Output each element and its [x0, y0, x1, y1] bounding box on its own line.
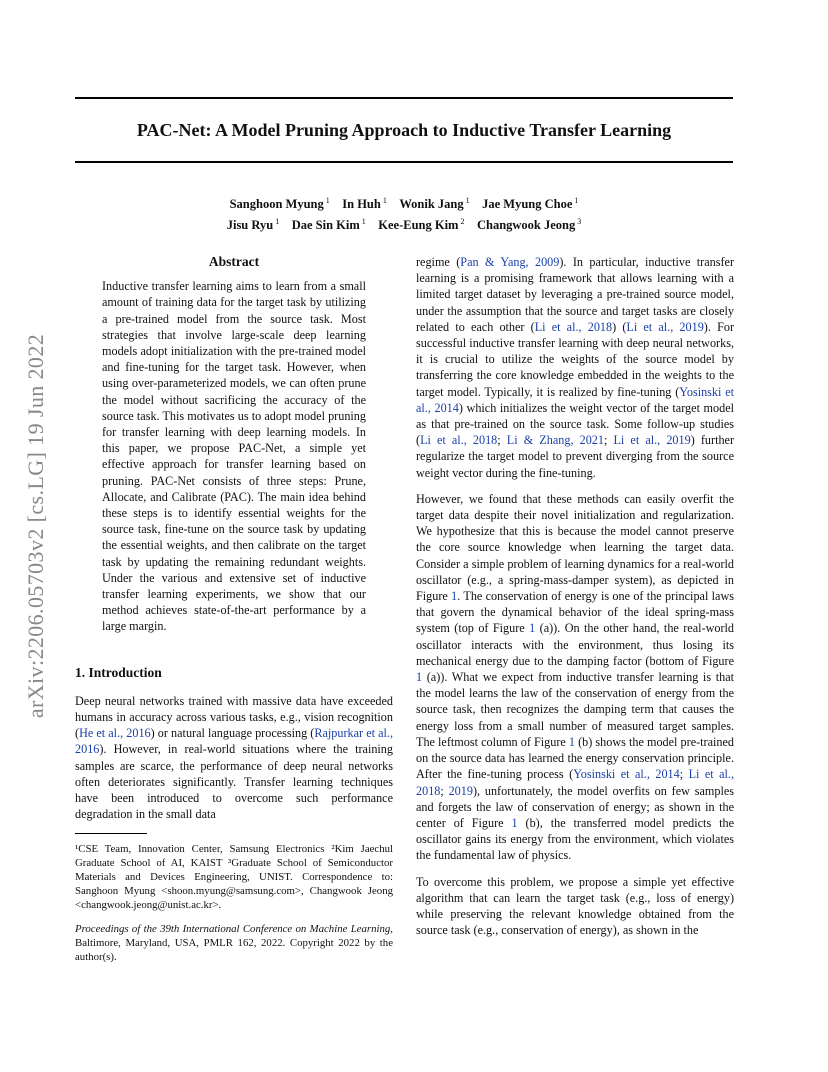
title-top-rule: [75, 97, 733, 99]
proceedings-footnote: [75, 922, 393, 964]
footnote-area: [75, 833, 393, 964]
author-affiliation-mark: 1: [323, 196, 330, 205]
author-name: Changwook Jeong: [476, 218, 576, 233]
citation-link[interactable]: 1: [529, 621, 536, 636]
introduction-paragraph: Deep neural networks trained with massive data have exceeded humans in accuracy across various tasks, e.g., vision recognition (He et al., 2016) or natural language processing (Rajpurkar et al., 2016). However, in real-world situations where the training samples are scarce, the performance of deep neural networks often deteriorates significantly. Transfer learning techniques have been introduced to overcome such performance degradation in the small data: [75, 693, 393, 822]
citation-link[interactable]: Yosinski et al., 2014: [416, 384, 735, 415]
author-name: Jae Myung Choe: [482, 197, 573, 212]
citation-link[interactable]: Rajpurkar et al., 2016: [75, 726, 393, 757]
introduction-section: [75, 665, 393, 823]
author-name: Wonik Jang: [399, 197, 464, 212]
author-line-1: [75, 192, 733, 213]
author-block: [75, 192, 733, 234]
footnotes: [75, 842, 393, 964]
citation-link[interactable]: 1: [451, 589, 458, 604]
arxiv-identifier: arXiv:2206.05703v2 [cs.LG] 19 Jun 2022: [23, 333, 48, 719]
citation-link[interactable]: Li et al., 2018: [416, 767, 734, 798]
abstract-heading: Abstract: [208, 254, 260, 269]
author-affiliation-mark: 1: [463, 196, 470, 205]
author-name: In Huh: [342, 197, 381, 212]
proceedings-venue: Proceedings of the 39th International Conference on Machine Learning: [75, 922, 391, 935]
author-affiliation-mark: 1: [572, 196, 579, 205]
citation-link[interactable]: Li et al., 2019: [626, 319, 704, 334]
footnote-rule: [75, 833, 147, 834]
author-affiliation-mark: 1: [380, 196, 387, 205]
citation-link[interactable]: Li et al., 2018: [534, 319, 613, 334]
author-name: Jisu Ryu: [226, 218, 274, 233]
citation-link[interactable]: 1: [568, 734, 576, 749]
body-paragraph-3: To overcome this problem, we propose a simple yet effective algorithm that can learn the target task (e.g., loss of energy) while preserving the relevant knowledge obtained from the source task (e.g., conservation of energy), as shown in the: [416, 874, 734, 938]
citation-link[interactable]: Pan & Yang, 2009: [460, 255, 560, 269]
abstract-text: Inductive transfer learning aims to learn from a small amount of training data for the target task by utilizing a pre-trained model from the source task. Most strategies that involve large-scale deep learning models adopt initialization with the pre-trained model and fine-tuning for the target task. However, when using over-parameterized models, we can often prune the model without sacrificing the accuracy of the source task. This motivates us to adopt model pruning for transfer learning with deep learning models. In this paper, we propose PAC-Net, a simple yet effective approach for transfer learning based on pruning. PAC-Net consists of three steps: Prune, Allocate, and Calibrate (PAC). The main idea behind these steps is to identify essential weights for the source task, fine-tune on the source task by updating the essential weights, and then calibrate on the target task by updating the remaining redundant weights. Under the various and extensive set of inductive transfer learning experiments, we show that our method achieves state-of-the-art performance by a large margin.: [102, 279, 366, 634]
body-paragraph-2: However, we found that these methods can easily overfit the target data despite their novel initialization and regularization. We hypothesize that this is because the model cannot preserve the core source knowledge when learning the target data. Consider a simple problem of learning dynamics for a real-world oscillator (e.g., a spring-mass-damper system), as depicted in Figure 1. The conservation of energy is one of the principal laws that govern the dynamical behavior of the ideal spring-mass system (top of Figure 1 (a)). On the other hand, the real-world oscillator interacts with the environment, thus losing its mechanical energy due to the damping factor (bottom of Figure 1 (a)). What we expect from inductive transfer learning is that the model learns the law of the conservation of energy from the source task, then recognizes the damping term that causes the energy loss from a small number of measured target samples. The leftmost column of Figure 1 (b) shows the model pre-trained on the source data has learned the energy conservation principle. After the fine-tuning process (Yosinski et al., 2014; Li et al., 2018; 2019), unfortunately, the model overfits on few samples and forgets the law of conservation of energy; as shown in the center of Figure 1 (b), the transferred model predicts the oscillator gains its energy from the environment, which violates the fundamental law of physics.: [416, 491, 735, 863]
author-name: Kee-Eung Kim: [378, 218, 459, 233]
author-line-2: [75, 213, 733, 234]
paper-title: PAC-Net: A Model Pruning Approach to Inductive Transfer Learning: [136, 120, 672, 140]
citation-link[interactable]: 2019: [448, 783, 473, 798]
citation-link[interactable]: 1: [511, 815, 518, 830]
citation-link[interactable]: Li et al., 2019: [613, 433, 691, 448]
title-bottom-rule: [75, 161, 733, 163]
citation-link[interactable]: Li & Zhang, 2021: [506, 433, 604, 448]
author-affiliation-mark: 2: [458, 217, 465, 227]
left-column: [75, 254, 393, 974]
citation-link[interactable]: Li et al., 2018: [420, 433, 498, 448]
author-affiliation-mark: 3: [575, 217, 582, 227]
right-column: [416, 254, 734, 948]
author-name: Sanghoon Myung: [229, 197, 324, 212]
body-paragraph-1: regime (Pan & Yang, 2009). In particular, inductive transfer learning is a promising framework that allows learning with a limited target dataset by leveraging a pre-trained source model, under the assumption that the source and target tasks are closely related to each other (Li et al., 2018) (Li et al., 2019). For successful inductive transfer learning with deep neural networks, it is crucial to utilize the weights of the source model by transferring the core knowledge embedded in the weights to the target model. Typically, it is realized by fine-tuning (Yosinski et al., 2014) which initializes the weight vector of the target model as that pre-trained on the source task. Some follow-up studies (Li et al., 2018; Li & Zhang, 2021; Li et al., 2019) further regularize the target model to prevent diverging from the source weight vector during the fine-tuning.: [416, 255, 735, 480]
citation-link[interactable]: He et al., 2016: [79, 726, 151, 741]
author-affiliation-mark: 1: [359, 217, 366, 227]
citation-link[interactable]: 1: [416, 670, 423, 685]
introduction-heading: 1. Introduction: [75, 664, 162, 680]
proceedings-details: , Baltimore, Maryland, USA, PMLR 162, 2022. Copyright 2022 by the author(s).: [75, 922, 393, 963]
abstract-section: [75, 254, 393, 635]
author-affiliation-mark: 1: [273, 217, 280, 227]
author-name: Dae Sin Kim: [291, 218, 360, 233]
citation-link[interactable]: Yosinski et al., 2014: [573, 767, 680, 782]
affiliations-footnote: ¹CSE Team, Innovation Center, Samsung Electronics ²Kim Jaechul Graduate School of AI, KAIST ³Graduate School of Semiconductor Materials and Devices Engineering, UNIST. Correspondence to: Sanghoon Myung <shoon.myung@samsung.com>, Changwook Jeong <changwook.jeong@unist.ac.kr>.: [75, 842, 393, 911]
